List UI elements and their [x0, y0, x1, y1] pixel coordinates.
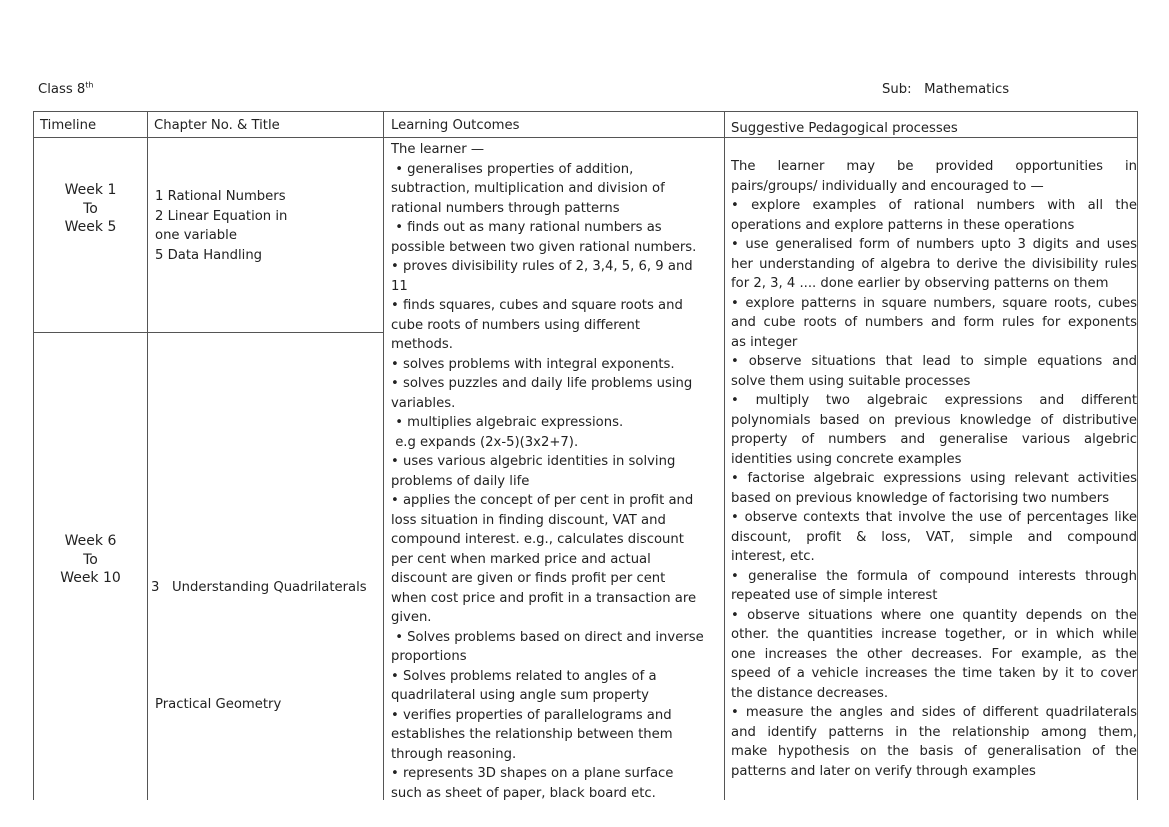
- pedagogical-process-line: pairs/groups/ individually and encouraged to —: [731, 178, 1044, 194]
- pedagogical-process-line: patterns and later on verify through examples: [731, 763, 1036, 779]
- pedagogical-process-line: property of numbers and generalise various algebric: [731, 432, 1137, 447]
- learning-outcome-line: • verifies properties of parallelograms and: [391, 707, 672, 723]
- chapter-list-row-2: [151, 539, 367, 754]
- pedagogical-process-line: the distance decreases.: [731, 685, 889, 701]
- pedagogical-process-line: operations and explore patterns in these operations: [731, 217, 1075, 233]
- learning-outcome-line: through reasoning.: [391, 746, 517, 762]
- chapter-item: one variable: [155, 228, 237, 243]
- learning-outcome-line: establishes the relationship between them: [391, 727, 673, 742]
- pedagogical-process-line: and cube roots of numbers and form rules for exponents: [731, 315, 1137, 330]
- class-label: Class 8th: [38, 80, 94, 97]
- learning-outcome-line: 11: [391, 278, 408, 294]
- syllabus-table: [33, 111, 1138, 800]
- pedagogical-process-line: and identify patterns in the relationship among them,: [731, 724, 1137, 740]
- pedagogical-process-line: other. the quantities increase together, or in which while: [731, 627, 1137, 642]
- learning-outcome-line: rational numbers through patterns: [391, 200, 620, 216]
- learning-outcome-line: proportions: [391, 649, 467, 664]
- learning-outcome-line: • solves problems with integral exponents.: [391, 356, 675, 372]
- pedagogical-process-line: • measure the angles and sides of different quadrilaterals: [731, 705, 1137, 720]
- row-divider: [34, 332, 384, 333]
- pedagogical-process-line: discount, profit & loss, VAT, simple and compound: [731, 529, 1137, 545]
- learning-outcome-line: such as sheet of paper, black board etc.: [391, 785, 656, 801]
- learning-outcome-line: • Solves problems related to angles of a: [391, 668, 657, 684]
- column-divider: [147, 112, 148, 800]
- learning-outcome-line: e.g expands (2x-5)(3x2+7).: [391, 434, 579, 450]
- column-header-learning-outcomes: Learning Outcomes: [391, 118, 520, 133]
- pedagogical-process-line: polynomials based on previous knowledge of distributive: [731, 412, 1137, 428]
- learning-outcome-line: when cost price and profit in a transaction are: [391, 590, 697, 606]
- learning-outcome-line: cube roots of numbers using different: [391, 317, 641, 333]
- learning-outcome-line: • finds squares, cubes and square roots and: [391, 298, 683, 313]
- pedagogical-process-line: based on previous knowledge of factorising two numbers: [731, 490, 1110, 506]
- learning-outcome-line: • proves divisibility rules of 2, 3,4, 5, 6, 9 and: [391, 259, 693, 274]
- timeline-week-1-5: Week 1 To Week 5: [64, 182, 117, 235]
- pedagogical-process-line: as integer: [731, 334, 798, 350]
- chapter-list-row-1: [155, 187, 287, 265]
- chapter-spacer: [151, 637, 367, 657]
- pedagogical-process-line: repeated use of simple interest: [731, 588, 938, 603]
- learning-outcome-line: per cent when marked price and actual: [391, 551, 651, 567]
- learning-outcome-line: • uses various algebric identities in solving: [391, 454, 676, 469]
- pedagogical-process-line: her understanding of algebra to derive the divisibility rules: [731, 256, 1137, 272]
- learning-outcomes-list: [391, 140, 704, 803]
- learning-outcome-line: • applies the concept of per cent in profit and: [391, 493, 694, 508]
- learning-outcome-line: loss situation in finding discount, VAT and: [391, 512, 666, 528]
- pedagogical-process-line: • multiply two algebraic expressions and different: [731, 393, 1137, 408]
- learning-outcome-line: • solves puzzles and daily life problems using: [391, 376, 693, 391]
- pedagogical-process-line: • factorise algebraic expressions using relevant activities: [731, 471, 1137, 486]
- learning-outcome-line: variables.: [391, 395, 456, 411]
- pedagogical-process-line: identities using concrete examples: [731, 451, 962, 467]
- timeline-week-6-10: Week 6 To Week 10: [60, 533, 121, 586]
- column-header-chapter: Chapter No. & Title: [154, 118, 280, 133]
- pedagogical-process-line: • observe situations that lead to simple equations and: [731, 354, 1137, 369]
- pedagogical-process-line: • observe situations where one quantity depends on the: [731, 607, 1137, 623]
- learning-outcome-line: • finds out as many rational numbers as: [391, 220, 662, 235]
- pedagogical-process-line: one increases the other decreases. For example, as the: [731, 646, 1137, 662]
- pedagogical-process-line: • generalise the formula of compound interests through: [731, 568, 1137, 584]
- chapter-item: 5 Data Handling: [155, 247, 263, 263]
- column-header-pedagogical: Suggestive Pedagogical processes: [731, 121, 958, 136]
- learning-outcome-line: The learner —: [391, 142, 485, 157]
- pedagogical-process-line: The learner may be provided opportunities in: [731, 159, 1137, 174]
- chapter-item: 2 Linear Equation in: [155, 208, 288, 224]
- pedagogical-process-line: interest, etc.: [731, 549, 815, 564]
- learning-outcome-line: possible between two given rational numbers.: [391, 239, 697, 255]
- learning-outcome-line: subtraction, multiplication and division of: [391, 181, 665, 196]
- pedagogical-process-line: solve them using suitable processes: [731, 373, 971, 389]
- learning-outcome-line: methods.: [391, 337, 453, 352]
- pedagogical-process-line: • explore examples of rational numbers with all the: [731, 198, 1137, 213]
- chapter-item: 1 Rational Numbers: [155, 189, 286, 204]
- pedagogical-process-line: speed of a vehicle increases the time taken by it to cover: [731, 666, 1137, 681]
- column-divider: [724, 112, 725, 800]
- learning-outcome-line: discount are given or finds profit per cent: [391, 571, 666, 586]
- learning-outcome-line: compound interest. e.g., calculates discount: [391, 532, 684, 547]
- learning-outcome-line: problems of daily life: [391, 473, 530, 489]
- learning-outcome-line: quadrilateral using angle sum property: [391, 688, 649, 703]
- subject-label: Sub: Mathematics: [882, 82, 1010, 97]
- pedagogical-process-line: for 2, 3, 4 .... done earlier by observing patterns on them: [731, 276, 1109, 291]
- column-header-timeline: Timeline: [40, 118, 97, 133]
- pedagogical-process-line: make hypothesis on the basis of generalisation of the: [731, 744, 1137, 759]
- column-divider: [383, 112, 384, 800]
- pedagogical-process-line: • explore patterns in square numbers, square roots, cubes: [731, 295, 1137, 311]
- learning-outcome-line: • generalises properties of addition,: [391, 161, 634, 177]
- pedagogical-processes-list: [731, 157, 1137, 781]
- learning-outcome-line: • represents 3D shapes on a plane surface: [391, 766, 674, 781]
- chapter-item: 3 Understanding Quadrilaterals: [151, 580, 367, 595]
- pedagogical-process-line: • use generalised form of numbers upto 3 digits and uses: [731, 237, 1137, 252]
- learning-outcome-line: • multiplies algebraic expressions.: [391, 415, 624, 430]
- chapter-item: Practical Geometry: [155, 697, 282, 712]
- pedagogical-process-line: • observe contexts that involve the use of percentages like: [731, 510, 1137, 525]
- learning-outcome-line: • Solves problems based on direct and inverse: [391, 629, 704, 645]
- header-divider: [34, 137, 1137, 138]
- learning-outcome-line: given.: [391, 610, 432, 625]
